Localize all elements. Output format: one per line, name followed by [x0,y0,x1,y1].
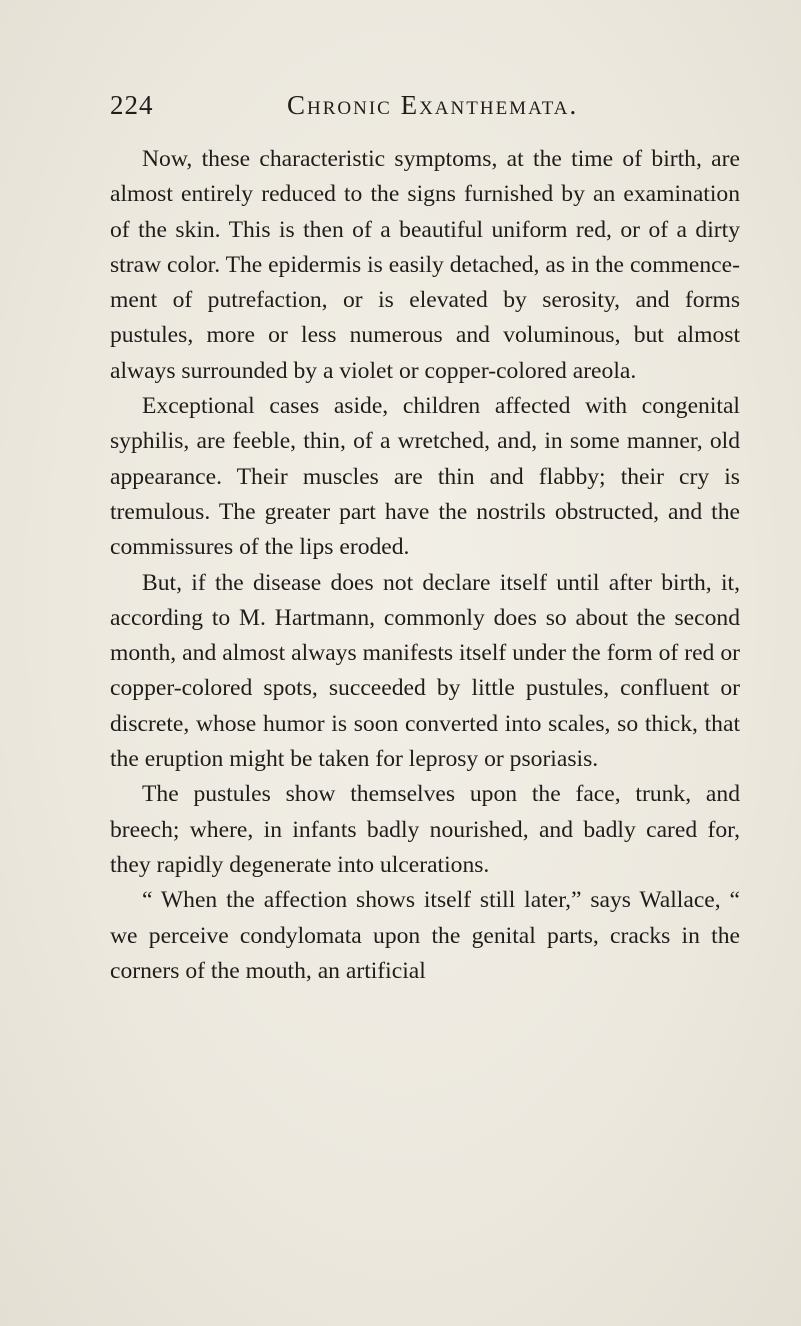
page-header [110,90,730,124]
page-number: 224 [110,90,154,120]
paragraph: “ When the affection shows itself still later,” says Wallace, “ we perceive condylomata upon the genital parts, cracks in the corners of the mouth, an artificial [110,887,740,984]
paragraph: Exceptional cases aside, children affected with congenital syphilis, are feeble, thin, of a wretched, and, in some manner, old appearance. Their muscles are thin and flabby; their cry is tremulous. The greater part have the nostrils obstructed, and the commissures of the lips eroded. [110,393,740,561]
paragraph: But, if the disease does not declare itself until after birth, it, according to M. Hartmann, commonly does so about the second month, and almost always manifests itself under the form of red or copper-colored spots, succeeded by little pustules, confluent or discrete, whose humor is soon converted into scales, so thick, that the eruption might be taken for leprosy or psoriasis. [110,569,740,773]
body-text [110,142,740,989]
running-title: Chronic Exanthemata. [287,90,579,120]
paragraph: The pustules show themselves upon the face, trunk, and breech; where, in infants badly nourished, and badly cared for, they rapidly degenerate into ulcerations. [110,781,740,878]
paragraph: Now, these characteristic symptoms, at the time of birth, are almost entirely reduced to the signs furnished by an examination of the skin. This is then of a beautiful uniform red, or of a dirty straw color. The epidermis is easily detached, as in the commencement of putrefaction, or is elevated by serosity, and forms pustules, more or less numerous and voluminous, but almost always surrounded by a violet or copper-colored areola. [110,146,740,384]
